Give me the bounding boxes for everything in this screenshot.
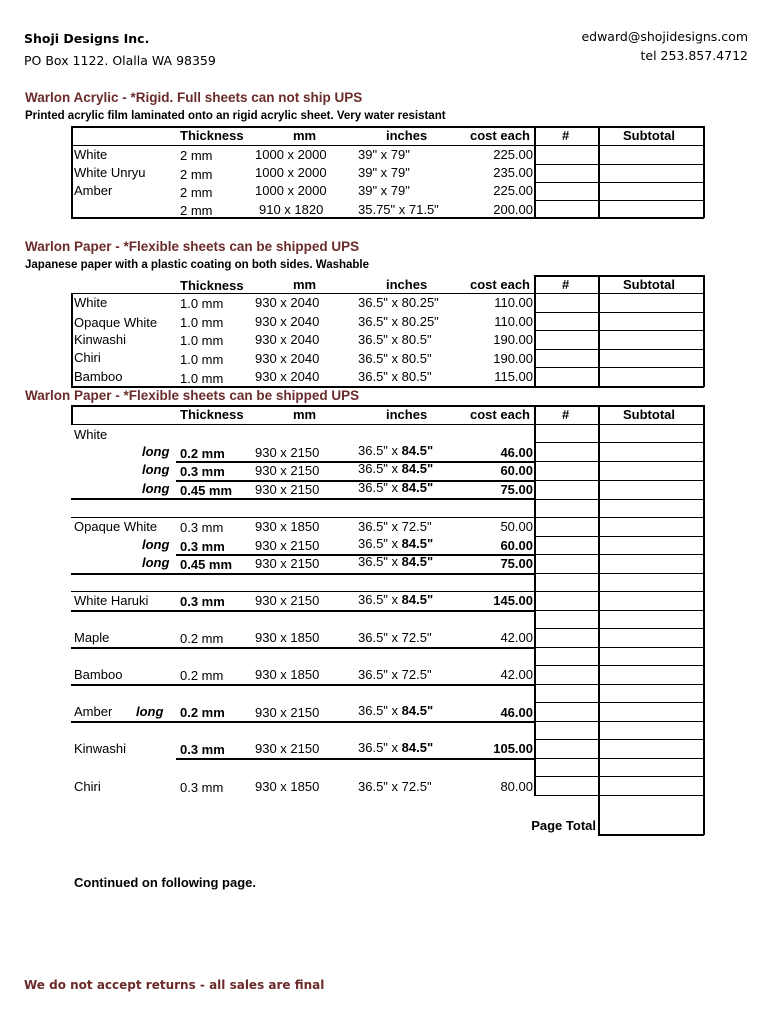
inches-prefix: 36.5" x — [358, 703, 402, 718]
table-rule — [176, 480, 534, 482]
thickness: 2 mm — [180, 203, 213, 218]
col-subtotal: Subtotal — [623, 407, 675, 422]
col-inches: inches — [386, 277, 428, 292]
thickness: 0.2 mm — [180, 631, 224, 646]
acrylic-section-title: Warlon Acrylic - *Rigid. Full sheets can not ship UPS — [25, 90, 363, 105]
size-inches: 36.5" x 80.5" — [358, 351, 432, 366]
cost: 115.00 — [494, 369, 533, 384]
table-rule — [534, 721, 704, 722]
size-mm: 930 x 2150 — [255, 482, 320, 497]
table-rule — [534, 573, 704, 574]
table-rule — [71, 647, 534, 649]
table-rule — [71, 721, 534, 723]
product-name: Amber — [74, 704, 113, 719]
product-name: Maple — [74, 630, 110, 645]
paper-section-desc: Japanese paper with a plastic coating on both sides. Washable — [25, 259, 370, 271]
cost: 50.00 — [500, 519, 533, 534]
inches-long: 84.5" — [401, 461, 434, 476]
inches-prefix: 36.5" x — [358, 536, 402, 551]
product-name: Kinwashi — [74, 741, 127, 756]
cost: 75.00 — [500, 482, 533, 497]
size-inches — [358, 740, 433, 755]
size-inches: 36.5" x 72.5" — [358, 779, 432, 794]
product-name: White — [74, 427, 108, 442]
long-label: long — [142, 481, 170, 496]
table-rule — [71, 591, 534, 592]
inches-prefix: 36.5" x — [358, 480, 402, 495]
size-mm: 930 x 2150 — [255, 556, 320, 571]
size-inches: 36.5" x 72.5" — [358, 519, 432, 534]
page-total-cell[interactable] — [600, 797, 702, 833]
col-thickness: Thickness — [180, 407, 244, 422]
thickness: 0.3 mm — [180, 520, 224, 535]
table-rule — [71, 424, 704, 425]
table-rule — [534, 776, 704, 777]
cost: 225.00 — [493, 147, 533, 162]
product-name: Opaque White — [74, 519, 158, 534]
col-subtotal: Subtotal — [623, 277, 675, 292]
col-cost: cost each — [470, 407, 530, 422]
inches-prefix: 36.5" x — [358, 461, 402, 476]
thickness: 1.0 mm — [180, 352, 224, 367]
long-label: long — [142, 555, 170, 570]
size-mm: 930 x 2040 — [255, 332, 320, 347]
size-mm: 930 x 2150 — [255, 538, 320, 553]
company-phone: tel 253.857.4712 — [640, 48, 748, 63]
inches-prefix: 36.5" x — [358, 740, 402, 755]
thickness: 0.3 mm — [180, 464, 225, 479]
size-inches — [358, 480, 433, 495]
size-mm: 930 x 2040 — [255, 369, 320, 384]
cost: 110.00 — [494, 314, 533, 329]
product-name: Bamboo — [74, 667, 123, 682]
size-mm: 930 x 1850 — [255, 519, 320, 534]
size-inches — [358, 554, 433, 569]
table-rule — [534, 610, 704, 611]
long-label: long — [142, 537, 170, 552]
size-inches — [358, 443, 433, 458]
cost: 110.00 — [494, 295, 533, 310]
cost: 105.00 — [493, 741, 533, 756]
table-rule — [534, 480, 704, 481]
table-rule — [534, 702, 704, 703]
cost: 75.00 — [500, 556, 533, 571]
size-mm: 930 x 2150 — [255, 445, 320, 460]
thickness: 1.0 mm — [180, 315, 224, 330]
cost: 235.00 — [493, 165, 533, 180]
col-mm: mm — [293, 407, 317, 422]
table-rule — [534, 442, 704, 443]
size-inches: 39" x 79" — [358, 147, 410, 162]
size-inches — [358, 461, 433, 476]
inches-long: 84.5" — [401, 554, 434, 569]
size-inches: 39" x 79" — [358, 165, 410, 180]
size-mm: 930 x 2150 — [255, 593, 320, 608]
continued-note: Continued on following page. — [74, 875, 256, 890]
inches-prefix: 36.5" x — [358, 554, 402, 569]
table-rule — [534, 758, 704, 759]
returns-policy: We do not accept returns - all sales are final — [24, 978, 325, 992]
thickness: 0.2 mm — [180, 446, 225, 461]
cost: 200.00 — [493, 202, 533, 217]
acrylic-section-desc: Printed acrylic film laminated onto an rigid acrylic sheet. Very water resistant — [25, 110, 446, 122]
cost: 80.00 — [500, 779, 533, 794]
company-name: Shoji Designs Inc. — [24, 31, 150, 46]
size-mm: 930 x 2150 — [255, 705, 320, 720]
product-name: White — [74, 295, 108, 310]
table-rule — [534, 591, 704, 592]
table-rule — [534, 684, 704, 685]
size-inches — [358, 592, 433, 607]
size-inches: 36.5" x 80.5" — [358, 332, 432, 347]
table-rule — [534, 665, 704, 666]
table-rule — [534, 628, 704, 629]
size-mm: 1000 x 2000 — [255, 165, 327, 180]
size-inches: 35.75" x 71.5" — [358, 202, 439, 217]
thickness: 0.3 mm — [180, 594, 225, 609]
product-name: Amber — [74, 183, 113, 198]
size-mm: 930 x 2150 — [255, 463, 320, 478]
thickness: 0.3 mm — [180, 539, 225, 554]
cost: 60.00 — [500, 463, 533, 478]
col-subtotal: Subtotal — [623, 128, 675, 143]
size-inches: 39" x 79" — [358, 183, 410, 198]
company-email[interactable]: edward@shojidesigns.com — [581, 29, 748, 44]
inches-long: 84.5" — [401, 480, 434, 495]
cost: 60.00 — [500, 538, 533, 553]
product-name: Chiri — [74, 779, 101, 794]
thickness: 1.0 mm — [180, 371, 224, 386]
cost: 225.00 — [493, 183, 533, 198]
inches-prefix: 36.5" x — [358, 443, 402, 458]
inches-long: 84.5" — [401, 443, 434, 458]
size-mm: 930 x 2040 — [255, 295, 320, 310]
thickness: 1.0 mm — [180, 333, 224, 348]
table-rule — [534, 795, 704, 796]
thickness: 0.45 mm — [180, 483, 233, 498]
long-label: long — [142, 462, 170, 477]
table-rule — [71, 610, 534, 612]
table-rule — [534, 461, 704, 462]
col-cost: cost each — [470, 128, 530, 143]
col-mm: mm — [293, 277, 317, 292]
size-mm: 930 x 2150 — [255, 741, 320, 756]
table-rule — [176, 554, 534, 556]
inches-prefix: 36.5" x — [358, 592, 402, 607]
long-label: long — [142, 444, 170, 459]
thickness: 2 mm — [180, 167, 213, 182]
page-total-label: Page Total — [531, 818, 596, 833]
size-mm: 1000 x 2000 — [255, 147, 327, 162]
table-rule — [176, 461, 534, 463]
inches-long: 84.5" — [401, 740, 434, 755]
cost: 190.00 — [493, 332, 533, 347]
long-label: long — [136, 704, 164, 719]
product-name: White Haruki — [74, 593, 149, 608]
size-inches: 36.5" x 80.25" — [358, 295, 439, 310]
table-rule — [71, 498, 534, 500]
size-mm: 930 x 1850 — [255, 630, 320, 645]
product-name: Bamboo — [74, 369, 123, 384]
inches-long: 84.5" — [401, 536, 434, 551]
product-name: White Unryu — [74, 165, 146, 180]
size-mm: 1000 x 2000 — [255, 183, 327, 198]
company-address: PO Box 1122. Olalla WA 98359 — [24, 53, 216, 68]
thickness: 1.0 mm — [180, 296, 224, 311]
thickness: 2 mm — [180, 148, 213, 163]
table-rule — [534, 739, 704, 740]
product-name: Chiri — [74, 350, 101, 365]
cost: 190.00 — [493, 351, 533, 366]
thickness: 0.3 mm — [180, 780, 224, 795]
paper2-section-title: Warlon Paper - *Flexible sheets can be shipped UPS — [25, 388, 360, 403]
table-rule — [71, 684, 534, 686]
product-name: White — [74, 147, 108, 162]
size-mm: 930 x 2040 — [255, 314, 320, 329]
size-mm: 930 x 1850 — [255, 779, 320, 794]
thickness: 0.2 mm — [180, 705, 225, 720]
thickness: 0.2 mm — [180, 668, 224, 683]
paper-section-title: Warlon Paper - *Flexible sheets can be shipped UPS — [25, 239, 360, 254]
col-cost: cost each — [470, 277, 530, 292]
cost: 42.00 — [500, 630, 533, 645]
col-thickness: Thickness — [180, 128, 244, 143]
col-count: # — [562, 407, 570, 422]
size-mm: 930 x 1850 — [255, 667, 320, 682]
col-count: # — [562, 128, 570, 143]
col-inches: inches — [386, 128, 428, 143]
cost: 145.00 — [493, 593, 533, 608]
product-name: Kinwashi — [74, 332, 127, 347]
table-rule — [71, 517, 534, 518]
cost: 46.00 — [500, 705, 533, 720]
size-mm: 910 x 1820 — [259, 202, 324, 217]
col-count: # — [562, 277, 570, 292]
thickness: 0.3 mm — [180, 742, 225, 757]
col-thickness: Thickness — [180, 278, 244, 293]
cost: 46.00 — [500, 445, 533, 460]
table-rule — [534, 536, 704, 537]
table-rule — [534, 647, 704, 648]
size-inches: 36.5" x 80.25" — [358, 314, 439, 329]
cost: 42.00 — [500, 667, 533, 682]
size-inches — [358, 536, 433, 551]
table-rule — [71, 573, 534, 575]
size-inches: 36.5" x 80.5" — [358, 369, 432, 384]
size-inches — [358, 703, 433, 718]
thickness: 0.45 mm — [180, 557, 233, 572]
table-rule — [176, 758, 534, 760]
size-inches: 36.5" x 72.5" — [358, 630, 432, 645]
size-inches: 36.5" x 72.5" — [358, 667, 432, 682]
col-inches: inches — [386, 407, 428, 422]
table-rule — [534, 554, 704, 555]
product-name: Opaque White — [74, 315, 158, 330]
size-mm: 930 x 2040 — [255, 351, 320, 366]
col-mm: mm — [293, 128, 317, 143]
thickness: 2 mm — [180, 185, 213, 200]
table-rule — [534, 499, 704, 500]
inches-long: 84.5" — [401, 703, 434, 718]
inches-long: 84.5" — [401, 592, 434, 607]
table-rule — [534, 517, 704, 518]
